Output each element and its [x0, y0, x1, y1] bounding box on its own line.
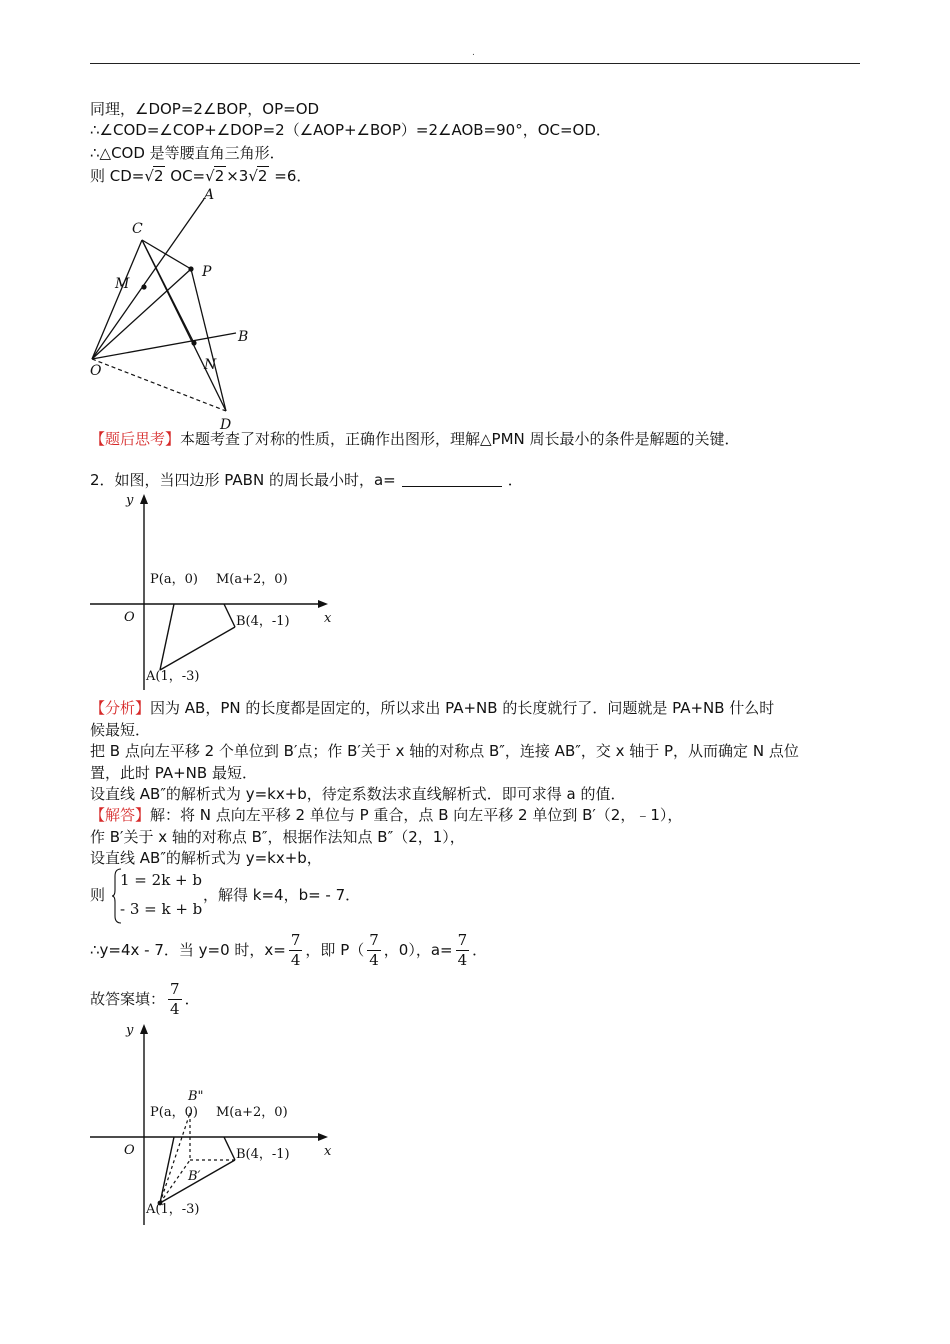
reflection: 【题后思考】本题考查了对称的性质，正确作出图形，理解△PMN 周长最小的条件是解题的关键． [90, 430, 740, 448]
fraction: $\frac{7}{4}$ [290, 931, 301, 969]
solution-line: 【解答】解：将 N 点向左平移 2 单位与 P 重合，点 B 向左平移 2 单位到 B′（2，﹣1）， [90, 806, 683, 824]
label-o: O [124, 1143, 135, 1158]
label-bpp: B" [188, 1089, 204, 1104]
seg-bn [224, 1137, 235, 1160]
analysis-line: 把 B 点向左平移 2 个单位到 B′点；作 B′关于 x 轴的对称点 B″，连接 AB″，交 x 轴于 P，从而确定 N 点位 [90, 742, 799, 760]
header-rule [90, 63, 860, 64]
text-line: ∴∠COD=∠COP+∠DOP=2（∠AOP+∠BOP）=2∠AOB=90°，OC=OD． [90, 121, 611, 139]
solution-then: 则 [90, 886, 106, 904]
label-o: O [90, 363, 102, 379]
answer-line: 故答案填： $\frac{7}{4}$ ． [90, 980, 200, 1018]
seg-ab [160, 627, 235, 670]
analysis-line: 置，此时 PA+NB 最短． [90, 764, 257, 782]
figure-1 [80, 185, 280, 435]
figure-3 [88, 1020, 348, 1225]
fraction: $\frac{7}{4}$ [369, 931, 379, 969]
label-c: C [132, 221, 143, 237]
solution-tag: 【解答】 [90, 806, 151, 824]
y-axis-arrow [140, 494, 148, 504]
label-bp: B′ [188, 1169, 201, 1184]
label-y: y [126, 1023, 134, 1038]
label-b: B(4，-1) [236, 1147, 290, 1162]
equation-2: - 3 = k + b [120, 900, 203, 918]
x-axis-arrow [318, 600, 328, 608]
solution-line: 作 B′关于 x 轴的对称点 B″，根据作法知点 B″（2，1）， [90, 828, 465, 846]
label-b: B [238, 329, 249, 345]
label-x: x [324, 1144, 332, 1159]
label-m: M [115, 276, 130, 292]
answer-blank [402, 472, 502, 487]
label-a: A(1，-3) [146, 669, 200, 684]
seg-op [92, 269, 191, 359]
label-m: M(a+2，0) [216, 572, 288, 587]
label-b: B(4，-1) [236, 614, 290, 629]
fraction: $\frac{7}{4}$ [170, 980, 180, 1018]
question-2: 2．如图，当四边形 PABN 的周长最小时，a= ． [90, 471, 523, 489]
analysis-tag: 【分析】 [90, 699, 151, 717]
header-dot: . [472, 48, 475, 58]
figure-2 [88, 490, 348, 695]
reflection-tag: 【题后思考】 [90, 430, 181, 448]
label-d: D [220, 417, 232, 433]
equation-system [112, 868, 202, 924]
seg-oc [92, 240, 142, 359]
label-a: A(1，-3) [146, 1202, 200, 1217]
text-line: 同理，∠DOP=2∠BOP，OP=OD [90, 100, 320, 118]
dashed-a-bpp [160, 1113, 190, 1203]
point-m [141, 284, 146, 289]
solution-solve: ，解得 k=4，b= - 7． [203, 886, 361, 904]
x-axis-arrow [318, 1133, 328, 1141]
analysis-line: 设直线 AB″的解析式为 y=kx+b，待定系数法求直线解析式．即可求得 a 的值． [90, 785, 626, 803]
point-n [191, 340, 196, 345]
seg-pa [160, 604, 174, 670]
ray-ob [92, 333, 236, 359]
label-y: y [126, 493, 134, 508]
seg-bn [224, 604, 235, 627]
label-p: P [202, 264, 212, 280]
analysis-line: 【分析】因为 AB，PN 的长度都是固定的，所以求出 PA+NB 的长度就行了．问题就是 PA+NB 什么时 [90, 699, 775, 717]
equation-1: 1 = 2k + b [120, 871, 202, 889]
ray-oa [92, 199, 204, 359]
label-a: A [204, 187, 215, 203]
label-o: O [124, 610, 135, 625]
label-n: N [204, 357, 217, 373]
fraction: $\frac{7}{4}$ [457, 931, 468, 969]
label-m: M(a+2，0) [216, 1105, 288, 1120]
label-x: x [324, 611, 332, 626]
label-p: P(a，0) [150, 572, 198, 587]
text-line: ∴△COD 是等腰直角三角形． [90, 144, 285, 162]
solution-result: ∴y=4x - 7．当 y=0 时，x= $\frac{7}{4}$ ，即 P（ $\frac{7}{4}$ ，0），a= $\frac{7}{4}$ ． [90, 931, 488, 969]
text-line: 则 CD=√2 OC=√2 ×3√2 =6． [90, 167, 312, 185]
solution-line: 设直线 AB″的解析式为 y=kx+b， [90, 849, 322, 867]
point-p [188, 266, 193, 271]
label-p: P(a，0) [150, 1105, 198, 1120]
analysis-line: 候最短． [90, 721, 151, 739]
y-axis-arrow [140, 1024, 148, 1034]
